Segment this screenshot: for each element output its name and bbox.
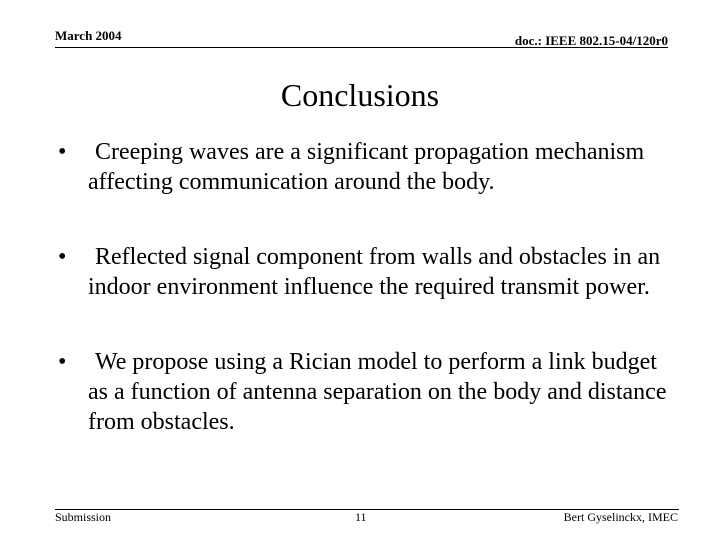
bullet-item xyxy=(58,242,668,302)
bullet-item xyxy=(58,347,668,437)
slide-title xyxy=(0,77,720,114)
bullet-text: Creeping waves are a significant propagation mechanism affecting communication around the body. xyxy=(88,139,645,195)
bullet-item xyxy=(58,137,668,197)
footer-author: Bert Gyselinckx, IMEC xyxy=(563,510,678,524)
slide-title-text: Conclusions xyxy=(280,77,440,113)
bullet-text: Reflected signal component from walls and obstacles in an indoor environment influence the required transmit power. xyxy=(88,244,661,300)
header-date: March 2004 xyxy=(55,28,122,43)
footer-submission-label: Submission xyxy=(55,510,112,524)
header-doc-id: doc.: IEEE 802.15-04/120r0 xyxy=(514,33,668,48)
bullet-dot-icon: • xyxy=(58,349,67,375)
header-divider xyxy=(55,47,668,48)
bullet-text: We propose using a Rician model to perform a link budget as a function of antenna separation on the body and distance from obstacles. xyxy=(88,349,667,435)
bullet-dot-icon: • xyxy=(58,244,67,270)
footer-page-number: 11 xyxy=(355,510,367,524)
bullet-dot-icon: • xyxy=(58,139,67,165)
bullet-list xyxy=(58,137,668,482)
